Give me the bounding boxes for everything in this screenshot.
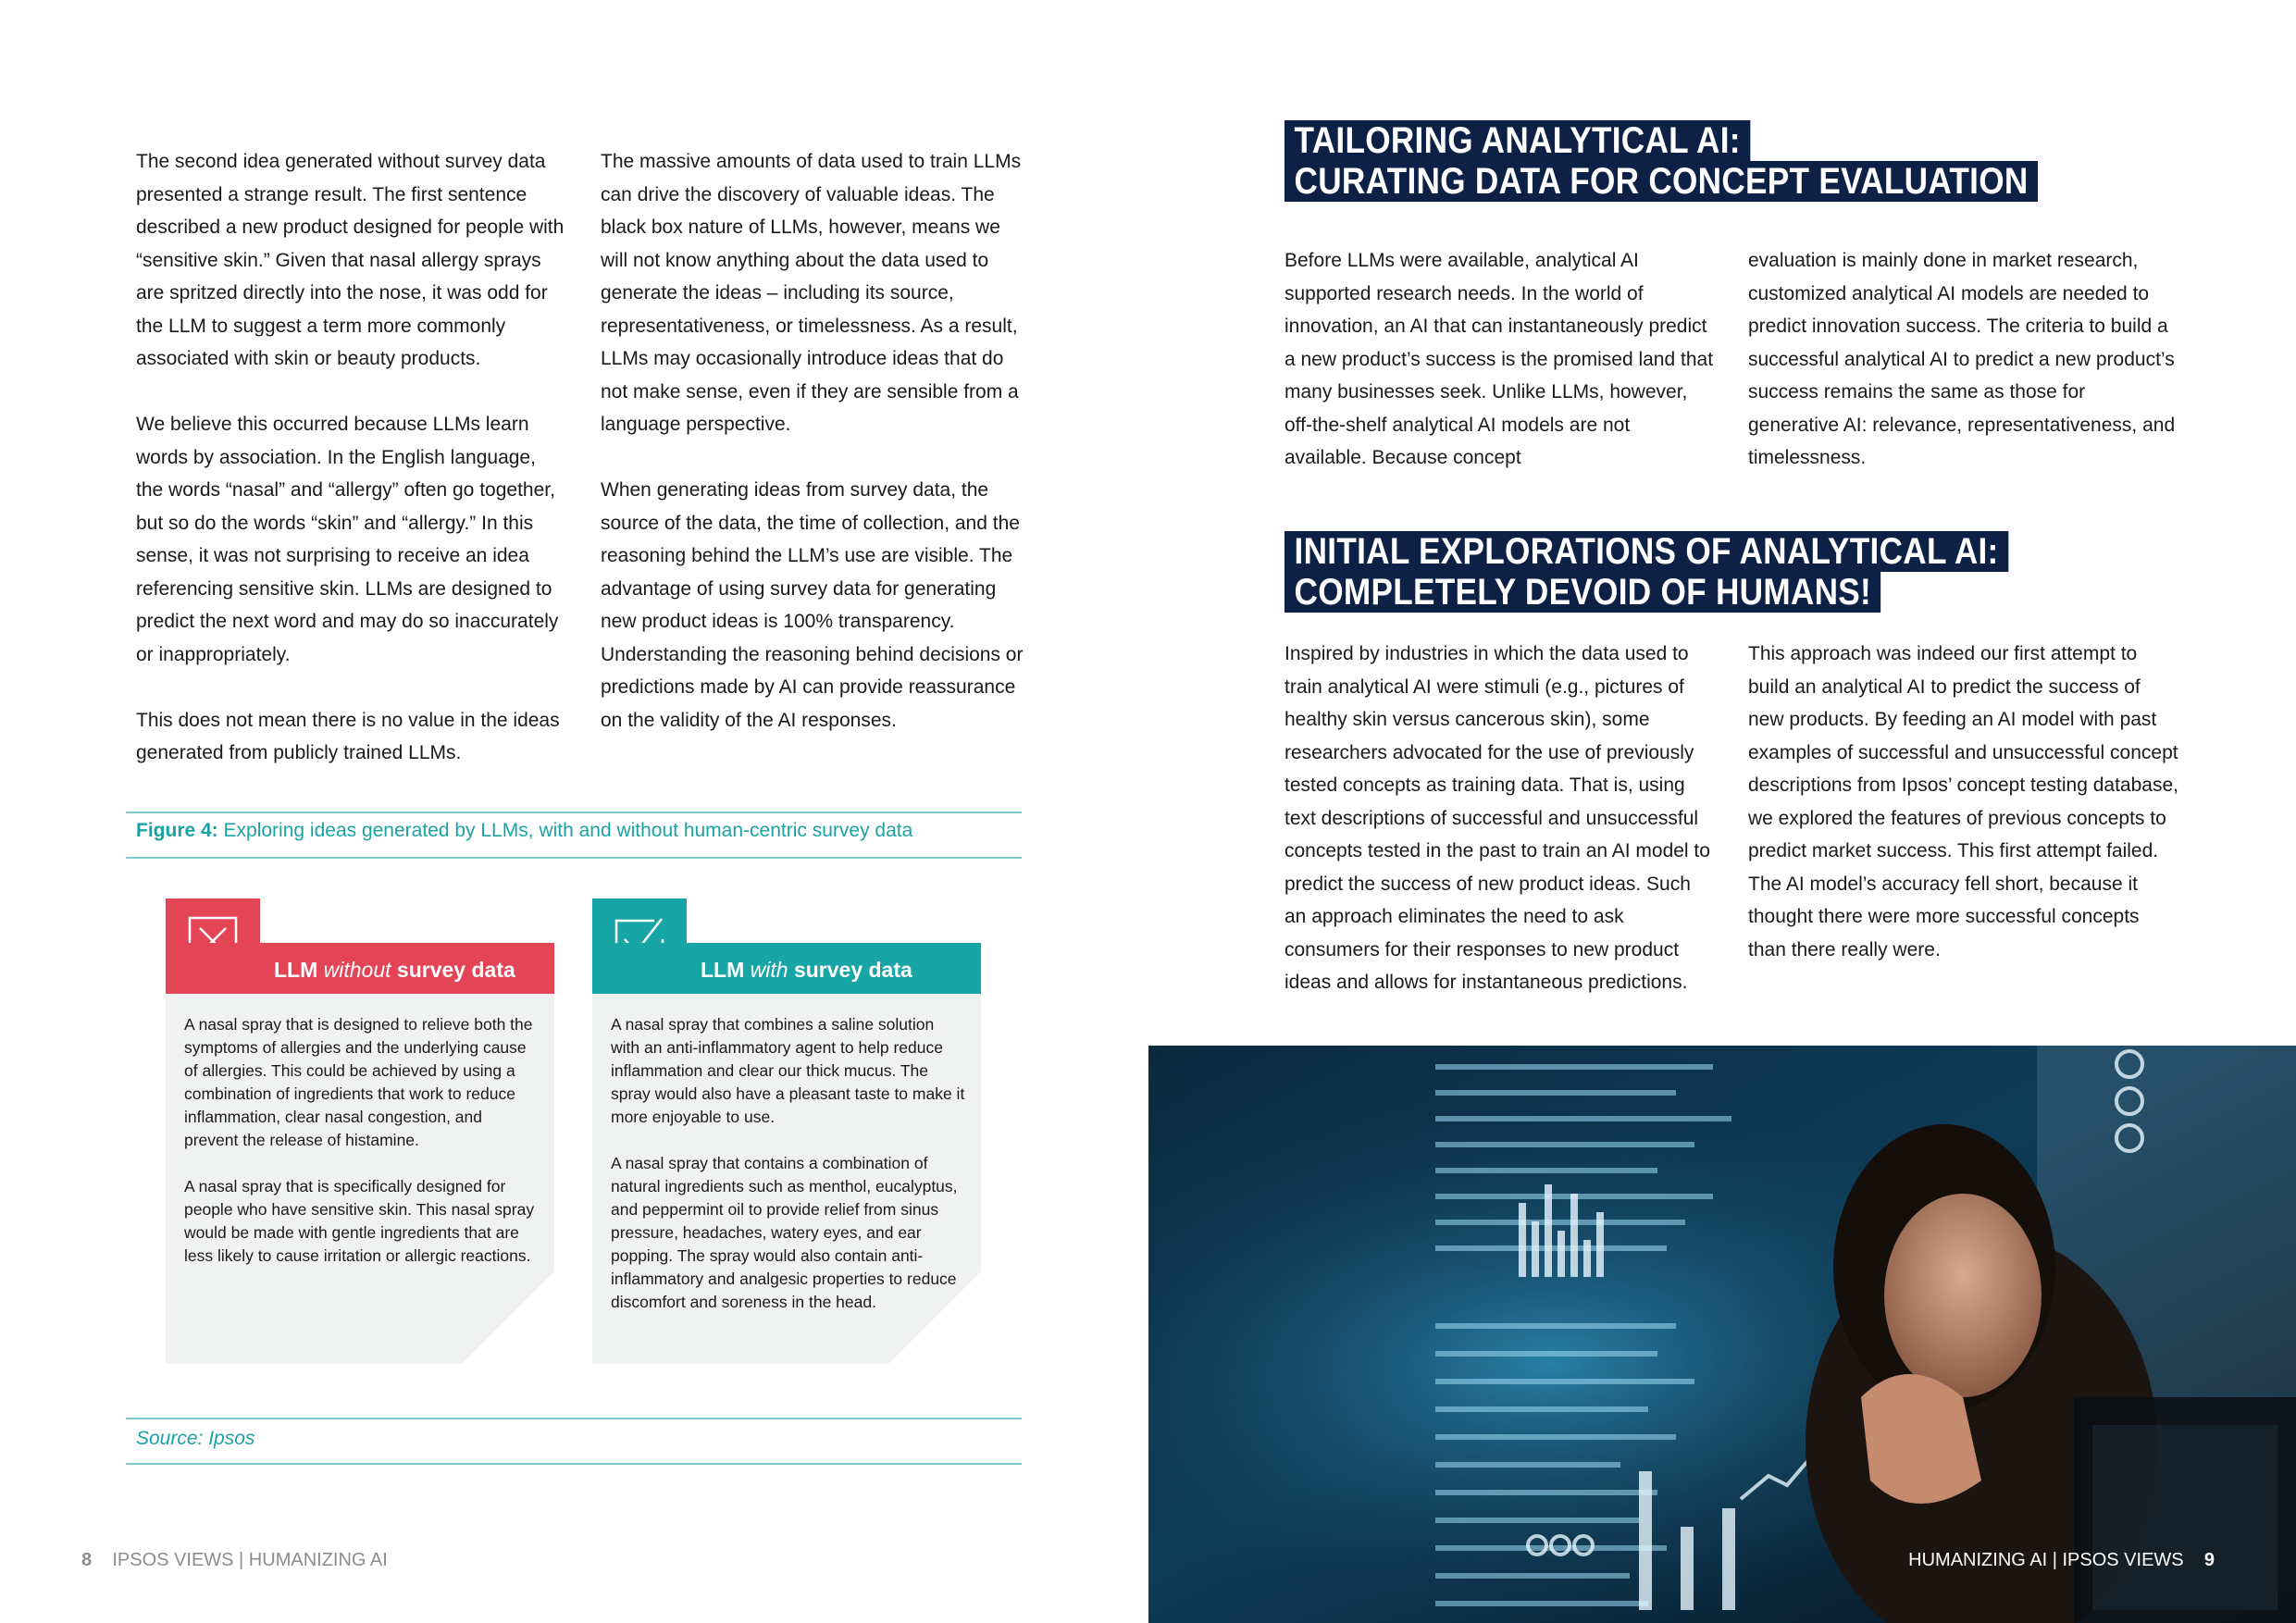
left-column-1 bbox=[136, 145, 566, 770]
footer-text: IPSOS VIEWS | HUMANIZING AI bbox=[112, 1550, 388, 1570]
footer-text: HUMANIZING AI | IPSOS VIEWS bbox=[1908, 1550, 2184, 1570]
card-title: LLM without survey data bbox=[274, 958, 515, 982]
card-with-survey-data bbox=[592, 898, 981, 1364]
card-text bbox=[184, 1013, 540, 1291]
figure-label: Figure 4: bbox=[136, 820, 218, 841]
page-number: 9 bbox=[2203, 1550, 2215, 1570]
left-column-2 bbox=[601, 145, 1031, 737]
heading-line: COMPLETELY DEVOID OF HUMANS! bbox=[1285, 572, 1881, 613]
card-paragraph: A nasal spray that contains a combination of natural ingredients such as menthol, eucalyptus, and peppermint oil to provide relief from sinus pressure, headaches, watery eyes, and ear popping. The spray would also contain anti-inflammatory and analgesic properties to reduce discomfort and soreness in the head. bbox=[611, 1154, 958, 1311]
photo-illustration bbox=[1148, 1046, 2296, 1623]
paragraph: We believe this occurred because LLMs learn words by association. In the English language, the words “nasal” and “allergy” often go together, but so do the words “skin” and “allergy.” In this sense, it was not surprising to receive an idea referencing sensitive skin. LLMs are designed to predict the next word and may do so inaccurately or inappropriately. bbox=[136, 414, 559, 665]
woman-with-holographic-data-photo bbox=[1148, 1046, 2296, 1623]
card-text bbox=[611, 1013, 967, 1337]
paragraph: The massive amounts of data used to train LLMs can drive the discovery of valuable ideas. The black box nature of LLMs, however, means we will not know anything about the data used to generate the ideas – including its source, representativeness, or timelessness. As a result, LLMs may occasionally introduce ideas that do not make sense, even if they are sensible from a language perspective. bbox=[601, 151, 1022, 435]
paragraph: evaluation is mainly done in market research, customized analytical AI models are needed to predict innovation success. The criteria to build a successful analytical AI to predict a new product’s success remains the same as those for generative AI: relevance, representativeness, and timelessness. bbox=[1748, 250, 2176, 468]
card-title-bar bbox=[166, 943, 554, 994]
card-without-survey-data bbox=[166, 898, 554, 1364]
footer-left bbox=[81, 1550, 388, 1571]
source-bottom-rule bbox=[126, 1463, 1022, 1465]
paragraph: This approach was indeed our first attempt to build an analytical AI to predict the success of new products. By feeding an AI model with past examples of successful and unsuccessful concept descriptions from Ipsos’ concept testing database, we explored the features of previous concepts to predict market success. This first attempt failed. The AI model’s accuracy fell short, because it thought there were more successful concepts than there really were. bbox=[1748, 643, 2178, 960]
card-title: LLM with survey data bbox=[701, 958, 912, 982]
paragraph: Before LLMs were available, analytical AI supported research needs. In the world of innovation, an AI that can instantaneously predict a new product’s success is the promised land that many businesses seek. Unlike LLMs, however, off-the-shelf analytical AI models are not available. Because concept bbox=[1285, 250, 1714, 468]
figure-caption-text: Exploring ideas generated by LLMs, with and without human-centric survey data bbox=[223, 820, 913, 841]
figure-top-rule bbox=[126, 812, 1022, 813]
footer-right bbox=[1908, 1550, 2215, 1571]
figure-caption-rule bbox=[126, 857, 1022, 859]
heading-line: INITIAL EXPLORATIONS OF ANALYTICAL AI: bbox=[1285, 531, 2008, 572]
section-heading-1 bbox=[1285, 120, 2141, 202]
paragraph: When generating ideas from survey data, the source of the data, the time of collection, and the reasoning behind the LLM’s use are visible. The advantage of using survey data for generating new product ideas is 100% transparency. Understanding the reasoning behind decisions or predictions made by AI can provide reassurance on the validity of the AI responses. bbox=[601, 479, 1024, 731]
right-column-2 bbox=[1748, 244, 2178, 475]
card-paragraph: A nasal spray that is specifically designed for people who have sensitive skin. This nasal spray would be made with gentle ingredients that are less likely to cause irritation or allergic reactions. bbox=[184, 1177, 535, 1265]
heading-line: CURATING DATA FOR CONCEPT EVALUATION bbox=[1285, 161, 2038, 202]
page-number: 8 bbox=[81, 1550, 93, 1570]
right-column-1 bbox=[1285, 244, 1715, 475]
card-title-bar bbox=[592, 943, 981, 994]
right-column-4 bbox=[1748, 638, 2178, 966]
paragraph: This does not mean there is no value in the ideas generated from publicly trained LLMs. bbox=[136, 709, 560, 763]
section-heading-2 bbox=[1285, 531, 2107, 613]
paragraph: Inspired by industries in which the data used to train analytical AI were stimuli (e.g., pictures of healthy skin versus cancerous skin), some researchers advocated for the use of previously tested concepts as training data. That is, using text descriptions of successful and unsuccessful concepts tested in the past to train an AI model to predict the success of new product ideas. Such an approach eliminates the need to ask consumers for their responses to new product ideas and allows for instantaneous predictions. bbox=[1285, 643, 1710, 993]
heading-line: TAILORING ANALYTICAL AI: bbox=[1285, 120, 1750, 161]
figure-source: Source: Ipsos bbox=[136, 1428, 255, 1449]
card-paragraph: A nasal spray that combines a saline solution with an anti-inflammatory agent to help reduce inflammation and clear our thick mucus. The spray would also have a pleasant taste to make it more enjoyable to use. bbox=[611, 1015, 965, 1126]
figure-caption bbox=[136, 820, 912, 842]
source-top-rule bbox=[126, 1418, 1022, 1419]
card-paragraph: A nasal spray that is designed to relieve both the symptoms of allergies and the underlying cause of allergies. This could be achieved by using a combination of ingredients that work to reduce inflammation, clear nasal congestion, and prevent the release of histamine. bbox=[184, 1015, 533, 1149]
right-column-3 bbox=[1285, 638, 1715, 999]
paragraph: The second idea generated without survey data presented a strange result. The first sentence described a new product designed for people with “sensitive skin.” Given that nasal allergy sprays are spritzed directly into the nose, it was odd for the LLM to suggest a term more commonly associated with skin or beauty products. bbox=[136, 151, 565, 369]
